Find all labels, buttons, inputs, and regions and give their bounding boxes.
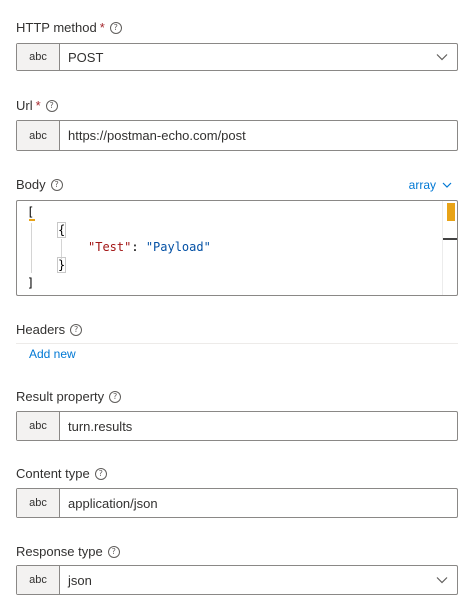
required-marker: * [35, 98, 41, 113]
type-badge[interactable]: abc [17, 121, 60, 150]
body-label-text: Body [16, 177, 46, 192]
indent-guide [61, 239, 62, 259]
headers-label-text: Headers [16, 322, 66, 337]
code-close-bracket: ] [27, 276, 35, 290]
headers-divider [16, 343, 458, 344]
http-method-label [16, 20, 122, 35]
code-key-value-line [88, 240, 211, 254]
help-icon[interactable]: ? [46, 100, 58, 112]
help-icon[interactable]: ? [95, 468, 107, 480]
help-icon[interactable]: ? [70, 324, 82, 336]
code-close-brace: } [58, 258, 66, 272]
body-label [16, 177, 63, 192]
help-icon[interactable]: ? [51, 179, 63, 191]
http-method-value[interactable]: POST [68, 49, 104, 65]
result-property-label-text: Result property [16, 389, 105, 404]
scrollbar-marker [447, 203, 455, 221]
result-property-value[interactable]: turn.results [68, 418, 133, 434]
response-type-label [16, 544, 120, 559]
http-method-label-text: HTTP method [16, 20, 97, 35]
help-icon[interactable]: ? [109, 391, 121, 403]
content-type-label [16, 466, 107, 481]
content-type-input[interactable] [16, 488, 458, 518]
required-marker: * [99, 20, 105, 35]
type-badge[interactable]: abc [17, 412, 60, 440]
result-property-label [16, 389, 121, 404]
add-new-header-link[interactable]: Add new [29, 347, 76, 361]
http-method-dropdown[interactable] [16, 43, 458, 71]
editor-scrollbar[interactable] [442, 201, 457, 295]
indent-guide [31, 223, 32, 273]
code-value: "Payload" [145, 240, 211, 254]
body-code-editor[interactable] [16, 200, 458, 296]
code-key: "Test" [88, 240, 132, 254]
content-type-label-text: Content type [16, 466, 90, 481]
body-type-selector[interactable] [409, 178, 452, 192]
scrollbar-cursor-line [443, 238, 457, 240]
response-type-dropdown[interactable] [16, 565, 458, 595]
result-property-input[interactable] [16, 411, 458, 441]
code-open-brace: { [58, 223, 66, 237]
type-badge[interactable]: abc [17, 489, 60, 517]
headers-label [16, 322, 82, 337]
help-icon[interactable]: ? [108, 546, 120, 558]
url-label [16, 98, 58, 113]
cursor-marker [29, 219, 35, 221]
code-colon: : [131, 240, 146, 254]
url-value[interactable]: https://postman-echo.com/post [68, 128, 246, 143]
chevron-down-icon[interactable] [427, 566, 457, 594]
chevron-down-icon[interactable] [427, 44, 457, 70]
content-type-value[interactable]: application/json [68, 495, 158, 511]
response-type-value[interactable]: json [68, 572, 92, 588]
body-type-value[interactable]: array [408, 178, 436, 192]
url-label-text: Url [16, 98, 33, 113]
type-badge[interactable]: abc [17, 566, 60, 594]
help-icon[interactable]: ? [110, 22, 122, 34]
url-input[interactable] [16, 120, 458, 151]
code-open-bracket: [ [27, 205, 35, 219]
type-badge[interactable]: abc [17, 44, 60, 70]
response-type-label-text: Response type [16, 544, 103, 559]
chevron-down-icon[interactable] [442, 182, 452, 188]
